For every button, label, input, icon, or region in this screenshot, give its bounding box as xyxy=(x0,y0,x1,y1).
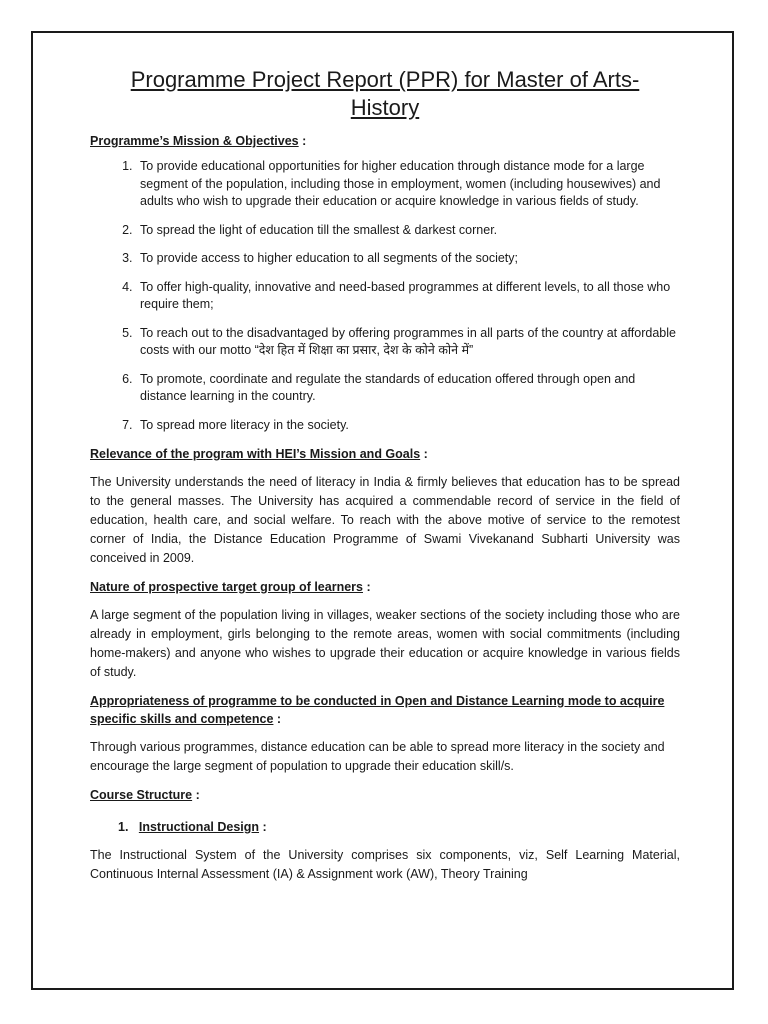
nature-heading-text: Nature of prospective target group of learners xyxy=(90,580,363,594)
course-structure-heading xyxy=(90,786,680,804)
document-title xyxy=(90,66,680,122)
instructional-design-paragraph: The Instructional System of the University comprises six components, viz, Self Learning Material, Continuous Internal Assessment (IA) & Assignment work (AW), Theory Training xyxy=(90,848,680,881)
relevance-heading-text: Relevance of the program with HEI’s Mission and Goals xyxy=(90,447,421,461)
mission-heading-suffix: : xyxy=(298,134,307,148)
mission-heading-text: Programme’s Mission & Objectives xyxy=(90,134,299,148)
nature-heading-suffix: : xyxy=(362,580,371,594)
list-item: 2. To spread the light of education till the smallest & darkest corner. xyxy=(136,222,680,240)
appropriateness-heading-suffix: : xyxy=(273,712,282,726)
instructional-design-number: 1. xyxy=(118,820,129,834)
relevance-heading-suffix: : xyxy=(420,447,428,461)
course-structure-heading-text: Course Structure xyxy=(90,788,193,802)
relevance-heading xyxy=(90,445,680,463)
list-item: 3. To provide access to higher education to all segments of the society; xyxy=(136,250,680,268)
document-body xyxy=(90,66,680,970)
nature-paragraph: A large segment of the population living in villages, weaker sections of the society including those who are already in employment, girls belonging to the remote areas, women with social commitments (including home-makers) and anyone who wishes to upgrade their education or acquire knowledge in various fields of study. xyxy=(90,608,680,679)
instructional-design-heading-text: Instructional Design xyxy=(138,820,260,834)
list-item: 1. To provide educational opportunities for higher education through distance mode for a large segment of the population, including those in employment, women (including housewives) and adults who wish to upgrade their education or acquire knowledge in various fields of study. xyxy=(136,158,680,211)
appropriateness-heading xyxy=(90,692,680,728)
list-item: 4. To offer high-quality, innovative and need-based programmes at different levels, to all those who require them; xyxy=(136,279,680,314)
nature-heading xyxy=(90,578,680,596)
mission-heading xyxy=(90,132,680,150)
title-line-1: Programme Project Report (PPR) for Master of Arts- xyxy=(130,67,640,92)
title-line-2: History xyxy=(350,95,420,120)
list-item: 5. To reach out to the disadvantaged by offering programmes in all parts of the country at affordable costs with our motto “देश हित में शिक्षा का प्रसार, देश के कोने कोने में” xyxy=(136,325,680,360)
list-item: 7. To spread more literacy in the society. xyxy=(136,417,680,435)
appropriateness-heading-text: Appropriateness of programme to be conducted in Open and Distance Learning mode to acquire specific skills and competence xyxy=(90,694,665,726)
course-structure-heading-suffix: : xyxy=(192,788,200,802)
relevance-paragraph: The University understands the need of literacy in India & firmly believes that education has to be spread to the general masses. The University has acquired a commendable record of service in the field of education, health care, and social welfare. To reach with the above motive of service to the remotest corner of India, the Distance Education Programme of Swami Vivekanand Subharti University was conceived in 2009. xyxy=(90,475,680,565)
mission-objectives-list xyxy=(90,158,680,434)
list-item: 6. To promote, coordinate and regulate the standards of education offered through open and distance learning in the country. xyxy=(136,371,680,406)
instructional-design-heading xyxy=(118,818,680,836)
appropriateness-paragraph: Through various programmes, distance education can be able to spread more literacy in the society and encourage the large segment of population to upgrade their education skill/s. xyxy=(90,740,665,773)
instructional-design-heading-suffix: : xyxy=(259,820,267,834)
